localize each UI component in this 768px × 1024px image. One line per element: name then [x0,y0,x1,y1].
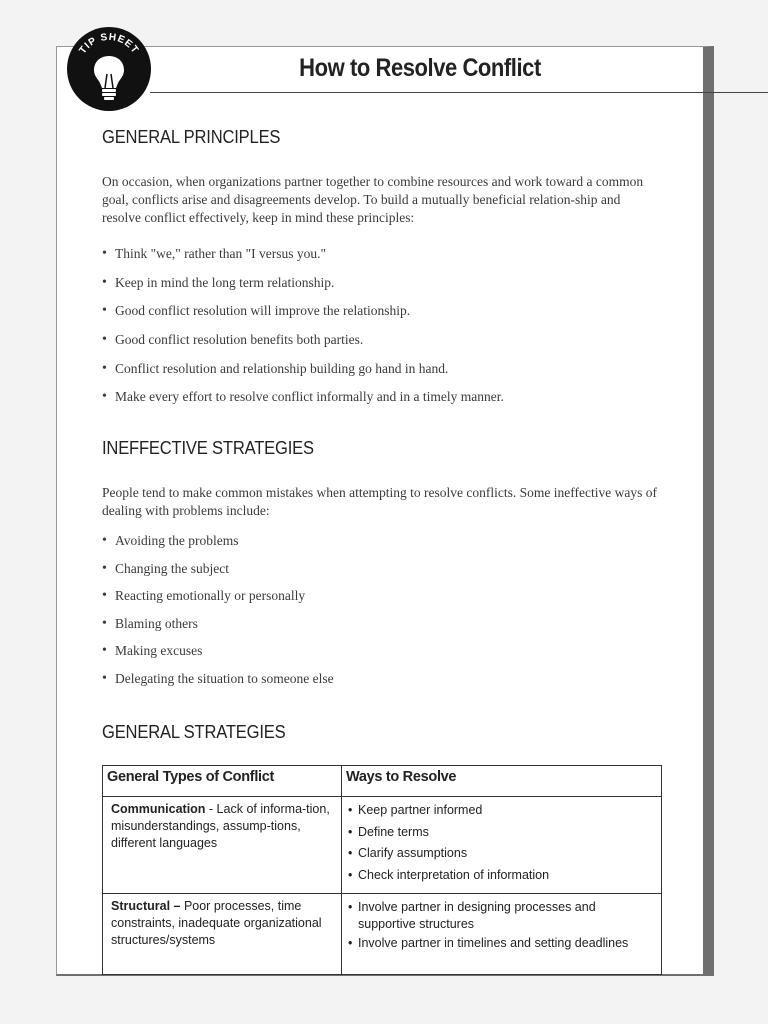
list-item: • Clarify assumptions [348,843,655,865]
ways-to-resolve-cell [342,797,662,894]
conflict-type-name: Structural – [111,899,181,913]
list-item: • Delegating the situation to someone else [102,671,334,699]
list-item: • Keep in mind the long term relationship. [102,275,504,304]
table-header-row [103,766,662,797]
general-strategies-heading: GENERAL STRATEGIES [102,722,286,742]
conflict-type-name: Communication [111,802,206,816]
list-item: • Good conflict resolution benefits both parties. [102,332,504,361]
badge-label: TIP SHEET [77,31,141,57]
list-item: • Define terms [348,822,655,844]
ways-to-resolve-cell [342,894,662,975]
general-principles-intro: On occasion, when organizations partner together to combine resources and work toward a common goal, conflicts arise and disagreements develop. To build a mutually beneficial relation-ship and resolve conflict effectively, keep in mind these principles: [102,174,644,225]
ineffective-strategies-intro: People tend to make common mistakes when attempting to resolve conflicts. Some ineffective ways of dealing with problems include: [102,485,657,518]
conflict-type-cell [103,894,342,975]
list-item: • Conflict resolution and relationship building go hand in hand. [102,361,504,390]
list-item: • Changing the subject [102,561,334,589]
title-rule [150,92,768,93]
list-item: • Make every effort to resolve conflict informally and in a timely manner. [102,389,504,418]
list-item: • Blaming others [102,616,334,644]
general-strategies-table [102,765,662,975]
table-row [103,894,662,975]
conflict-type-description: Poor processes, time constraints, inadequate organizational structures/systems [111,899,322,947]
list-item: • Check interpretation of information [348,865,655,887]
list-item: • Reacting emotionally or personally [102,588,334,616]
page-title: How to Resolve Conflict [299,54,541,82]
list-item: • Keep partner informed [348,800,655,822]
general-principles-heading: GENERAL PRINCIPLES [102,127,281,147]
column-header-types: General Types of Conflict [103,766,342,797]
ineffective-strategies-heading: INEFFECTIVE STRATEGIES [102,438,314,458]
general-principles-list [102,246,504,418]
list-item: • Avoiding the problems [102,533,334,561]
list-item: • Involve partner in designing processes and supportive structures [348,899,655,933]
column-header-ways: Ways to Resolve [342,766,662,797]
table-row [103,797,662,894]
conflict-type-cell [103,797,342,894]
lightbulb-badge-icon [62,22,156,116]
list-item: • Involve partner in timelines and setting deadlines [348,935,655,952]
ineffective-strategies-list [102,533,334,699]
list-item: • Think "we," rather than "I versus you." [102,246,504,275]
list-item: • Good conflict resolution will improve the relationship. [102,303,504,332]
conflict-type-description: - Lack of informa-tion, misunderstandings, assump-tions, different languages [111,802,330,850]
list-item: • Making excuses [102,643,334,671]
